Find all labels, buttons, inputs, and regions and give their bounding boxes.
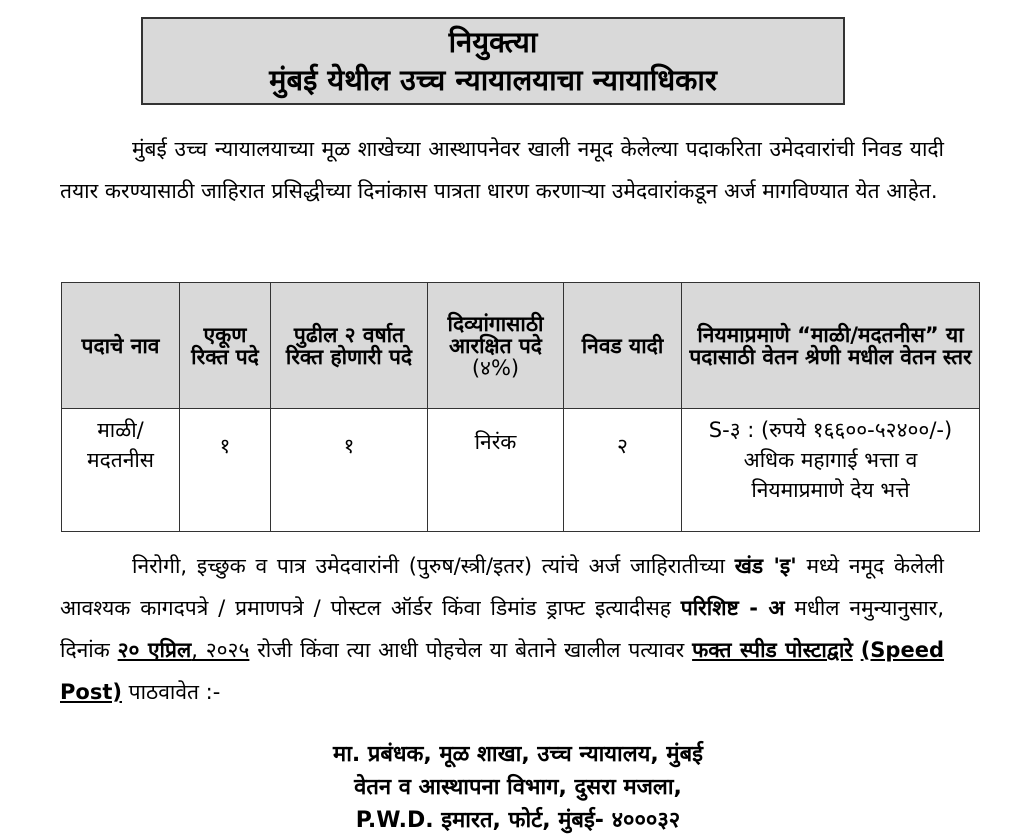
- table-row: [62, 409, 980, 532]
- instructions-paragraph: [60, 545, 944, 713]
- posts-table: [61, 282, 980, 532]
- address-line-1: मा. प्रबंधक, मूळ शाखा, उच्च न्यायालय, मुंबई: [333, 742, 703, 767]
- header-post-name: पदाचे नाव: [62, 283, 180, 409]
- title-line-1: नियुक्त्या: [448, 25, 538, 59]
- intro-text: मुंबई उच्च न्यायालयाच्या मूळ शाखेच्या आस्थापनेवर खाली नमूद केलेल्या पदाकरिता उमेदवारांची निवड यादी तयार करण्यासाठी जाहिरात प्रसिद्धीच्या दिनांकास पात्रता धारण करणाऱ्या उमेदवारांकडून अर्ज मागविण्यात येत आहेत.: [60, 137, 944, 203]
- header-reserved: [428, 283, 564, 409]
- cell-post: माळी/ मदतनीस: [62, 409, 180, 532]
- cell-next2years: १: [271, 409, 428, 532]
- address-line-2: वेतन व आस्थापना विभाग, दुसरा मजला,: [354, 775, 682, 800]
- title-box: [141, 17, 845, 105]
- instr-parishisht: परिशिष्ट - अ: [680, 596, 785, 620]
- instr-part1: निरोगी, इच्छुक व पात्र उमेदवारांनी (पुरुष/स्त्री/इतर) त्यांचे अर्ज जाहिरातीच्या: [132, 554, 735, 578]
- instr-khand: खंड 'इ': [734, 554, 797, 578]
- pay-level-text: S-३ : (रुपये १६६००-५२४००/-): [708, 418, 953, 442]
- intro-paragraph: [60, 128, 944, 212]
- title-line-2: मुंबई येथील उच्च न्यायालयाचा न्यायाधिकार: [269, 63, 717, 97]
- instr-part2: मध्ये नमूद केलेली आवश्यक कागदपत्रे / प्रमाणपत्रे / पोस्टल ऑर्डर किंवा डिमांड ड्राफ्ट इत्यादीसह: [60, 554, 944, 620]
- header-pay-level: नियमाप्रमाणे “माळी/मदतनीस” या पदासाठी वेतन श्रेणी मधील वेतन स्तर: [682, 283, 980, 409]
- address-line-3: P.W.D. इमारत, फोर्ट, मुंबई- ४०००३२: [355, 808, 681, 833]
- pay-extra-text: अधिक महागाई भत्ता व नियमाप्रमाणे देय भत्ते: [743, 448, 918, 502]
- instr-speed-post-en: (Speed Post): [60, 638, 944, 704]
- header-total-vacancies: एकूण रिक्त पदे: [180, 283, 271, 409]
- instr-date-bold: २० एप्रिल: [117, 638, 192, 662]
- address-block: [0, 738, 1016, 837]
- instructions-text: [60, 545, 944, 713]
- cell-selection: २: [564, 409, 682, 532]
- header-selection-list: निवड यादी: [564, 283, 682, 409]
- cell-pay-level: [682, 409, 980, 532]
- instr-part5: पाठवावेत :-: [121, 680, 221, 704]
- cell-total: १: [180, 409, 271, 532]
- instr-part3: मधील नमुन्यानुसार, दिनांक: [60, 596, 944, 662]
- instr-part4: रोजी किंवा त्या आधी पोहचेल या बेताने खालील पत्यावर: [249, 638, 693, 662]
- instr-speed-post: फक्त स्पीड पोस्टाद्वारे: [692, 638, 853, 662]
- header-reserved-label: दिव्यांगासाठी आरक्षित पदे: [447, 311, 544, 358]
- header-future-vacancies: पुढील २ वर्षात रिक्त होणारी पदे: [271, 283, 428, 409]
- instr-date-rest: , २०२५: [191, 638, 250, 662]
- table-header-row: [62, 283, 980, 409]
- header-reserved-note: (४%): [471, 355, 520, 380]
- cell-reserved: निरंक: [428, 409, 564, 532]
